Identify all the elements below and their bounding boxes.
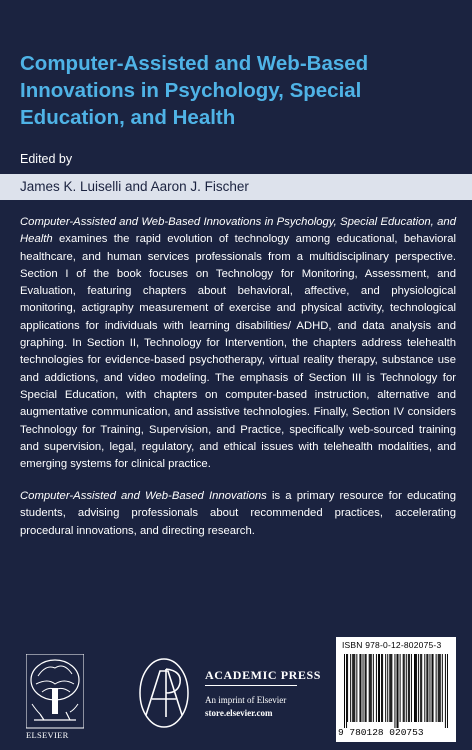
store-url: store.elsevier.com [205, 708, 273, 718]
book-title [20, 50, 460, 131]
barcode-bar [359, 654, 360, 722]
isbn-number: ISBN 978-0-12-802075-3 [342, 640, 442, 650]
barcode-bar [411, 654, 412, 722]
barcode-bar [400, 654, 401, 722]
barcode-bar [445, 654, 446, 728]
barcode-bar [416, 654, 417, 722]
barcode-bar [397, 654, 398, 728]
barcode-bar [414, 654, 415, 722]
barcode-bar [352, 654, 353, 722]
barcode-bar [426, 654, 427, 722]
barcode-bar [438, 654, 439, 722]
barcode-bar [371, 654, 372, 722]
elsevier-wordmark: ELSEVIER [26, 730, 69, 740]
barcode-bar [356, 654, 357, 722]
description-paragraph-2 [20, 488, 456, 540]
barcode-bar [389, 654, 390, 722]
divider [205, 685, 297, 686]
barcode-bar [398, 654, 399, 728]
barcode-bar [379, 654, 380, 722]
barcode-bar [369, 654, 370, 722]
barcode-bar [415, 654, 416, 722]
barcode-bar [440, 654, 441, 722]
barcode-bar [378, 654, 379, 722]
barcode-bar [447, 654, 448, 728]
barcode-bar [366, 654, 367, 722]
barcode-bar [382, 654, 383, 722]
barcode-bar [429, 654, 430, 722]
title-line: Education, and Health [20, 106, 236, 129]
barcode-bar [350, 654, 351, 722]
publisher-name: ACADEMIC PRESS [205, 668, 322, 682]
barcode-bar [347, 654, 348, 722]
description-paragraph-1 [20, 214, 456, 473]
barcode-bar [433, 654, 434, 722]
barcode-bar [408, 654, 409, 722]
barcode-bar [381, 654, 382, 722]
barcode-bar [353, 654, 354, 722]
paragraph-text: examines the rapid evolution of technology among educational, behavioral healthcare, and human services professionals from a multidisciplinary perspective. Section I of the book focuses on Technology for Monitoring, Assessment, and Evaluation, featuring chapters about behavioral, affective, and physiological monitoring, actigraphy measurement of exercise and physical activity, technological applications for individuals with learning disabilities/ ADHD, and data analysis and graphing. In Section II, Technology for Intervention, the chapters address telehealth technologies for evidence-based psychotherapy, virtual reality therapy, substance use and addictions, and video modeling. The emphasis of Section III is Technology for Special Education, with chapters on computer-based instruction, alternative and augmentative communication, and assistive technologies. Finally, Section IV considers Technology for Training, Supervision, and Practice, specifically web-sourced training and supervision, legal, regulatory, and ethical issues with telehealth modalities, and emerging systems for clinical practice. [20, 233, 456, 471]
barcode-bar [409, 654, 410, 722]
barcode-bar [439, 654, 440, 722]
barcode-bar [365, 654, 366, 722]
barcode-bar [346, 654, 347, 728]
barcode-bar [404, 654, 405, 722]
title-line: Innovations in Psychology, Special [20, 79, 362, 102]
barcode-bar [427, 654, 428, 722]
barcode-bar [363, 654, 364, 722]
barcode-bar [391, 654, 392, 722]
barcode-bar [385, 654, 386, 722]
elsevier-tree-logo-icon [26, 654, 84, 742]
barcode-bar [421, 654, 422, 722]
edited-by-label: Edited by [20, 152, 73, 166]
barcode-bar [420, 654, 421, 722]
barcode-bar [387, 654, 388, 722]
imprint-text: An imprint of Elsevier [205, 695, 287, 705]
barcode-bar [436, 654, 437, 722]
book-title-italic: Computer-Assisted and Web-Based Innovations in Psychology, Special Education, and Health [20, 216, 456, 246]
barcode-bar [373, 654, 374, 722]
book-title-italic: Computer-Assisted and Web-Based Innovations [20, 490, 267, 502]
barcode-digits: 9 780128 020753 [338, 727, 424, 738]
barcode-bar [390, 654, 391, 722]
barcode-bar [403, 654, 404, 722]
barcode-bar [418, 654, 419, 722]
barcode-bar [376, 654, 377, 722]
barcode-bar [432, 654, 433, 722]
editors-bar [0, 174, 472, 200]
barcode-bar [424, 654, 425, 722]
barcode-bar [360, 654, 361, 722]
barcode-bar [370, 654, 371, 722]
isbn-barcode-box [336, 637, 456, 742]
barcode-bar [442, 654, 443, 722]
barcode-bar [394, 654, 395, 728]
editor-names: James K. Luiselli and Aaron J. Fischer [20, 179, 249, 194]
paragraph-text: is a primary resource for educating students, advising professionals about recommended practices, accelerating procedural innovations, and directing research. [20, 490, 457, 537]
academic-press-logo-icon [136, 655, 192, 731]
title-line: Computer-Assisted and Web-Based [20, 52, 369, 75]
barcode-bar [406, 654, 407, 722]
barcode-icon [344, 654, 448, 728]
barcode-bar [354, 654, 355, 722]
barcode-bar [344, 654, 345, 728]
